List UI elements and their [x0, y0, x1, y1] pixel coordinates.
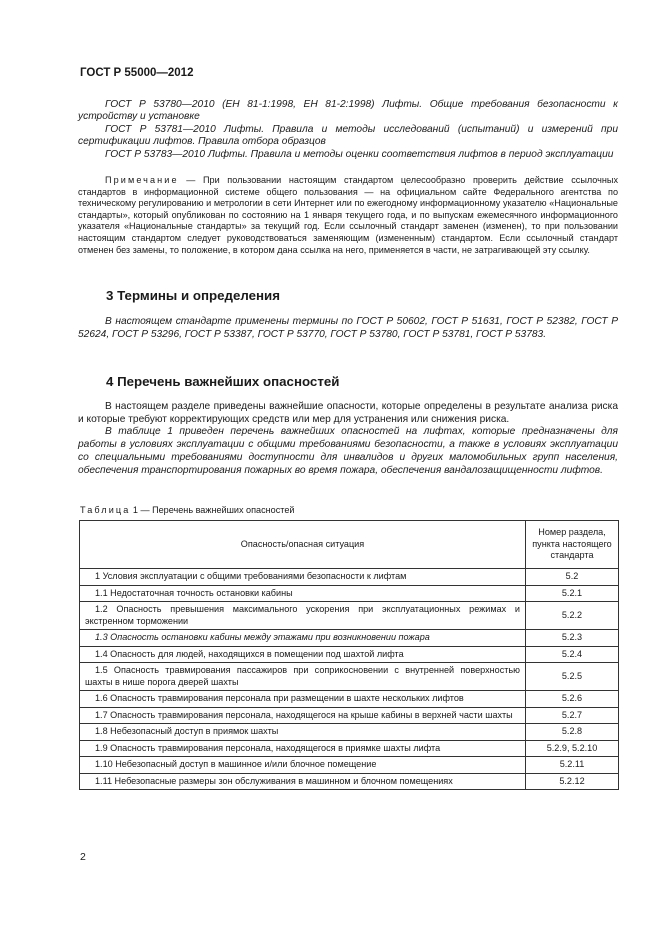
table-row: 1.6 Опасность травмирования персонала при размещении в шахте нескольких лифтов: [80, 691, 526, 708]
reference-item: ГОСТ Р 53781—2010 Лифты. Правила и методы исследований (испытаний) и измерений при сертификации лифтов. Правила отбора образцов: [78, 123, 618, 148]
table-cell-ref: 5.2.8: [526, 724, 619, 741]
table-row: 1.4 Опасность для людей, находящихся в помещении под шахтой лифта: [80, 646, 526, 663]
document-header: ГОСТ Р 55000—2012: [80, 67, 194, 79]
table-row: 1.7 Опасность травмирования персонала, находящегося на крыше кабины в верхней части шахты: [80, 707, 526, 724]
table-cell-ref: 5.2.3: [526, 630, 619, 647]
table-cell-ref: 5.2.7: [526, 707, 619, 724]
table-row: 1.1 Недостаточная точность остановки кабины: [80, 585, 526, 602]
table-row: 1.3 Опасность остановки кабины между этажами при возникновении пожара: [80, 630, 526, 647]
section-3-title: 3 Термины и определения: [106, 288, 280, 303]
table-caption-text: 1 — Перечень важнейших опасностей: [130, 505, 295, 515]
table-caption: [80, 505, 294, 515]
table-row: 1.9 Опасность травмирования персонала, находящегося в приямке шахты лифта: [80, 740, 526, 757]
table-cell-ref: 5.2.6: [526, 691, 619, 708]
section-4-body: [78, 401, 618, 477]
page-number: 2: [80, 851, 86, 863]
table-row: 1.5 Опасность травмирования пассажиров при соприкосновении с внутренней поверхностью шахты в нише порога дверей шахты: [80, 663, 526, 691]
table-cell-ref: 5.2.9, 5.2.10: [526, 740, 619, 757]
table-cell-ref: 5.2.1: [526, 585, 619, 602]
table-cell-ref: 5.2.5: [526, 663, 619, 691]
table-cell-ref: 5.2: [526, 569, 619, 586]
note-block: [78, 175, 618, 256]
section-3-text: В настоящем стандарте применены термины по ГОСТ Р 50602, ГОСТ Р 51631, ГОСТ Р 52382, ГОСТ Р 52624, ГОСТ Р 53296, ГОСТ Р 53387, ГОСТ Р 53770, ГОСТ Р 53780, ГОСТ Р 53781, ГОСТ Р 53783.: [78, 316, 618, 340]
table-row: 1 Условия эксплуатации с общими требованиями безопасности к лифтам: [80, 569, 526, 586]
table-row: 1.8 Небезопасный доступ в приямок шахты: [80, 724, 526, 741]
table-cell-ref: 5.2.12: [526, 773, 619, 790]
table-caption-label: Таблица: [80, 505, 131, 515]
reference-item: ГОСТ Р 53780—2010 (ЕН 81-1:1998, ЕН 81-2:1998) Лифты. Общие требования безопасности к устройству и установке: [78, 99, 618, 123]
section-4-para-1: В настоящем разделе приведены важнейшие опасности, которые определены в результате анализа риска и которые требуют корректирующих средств или мер для устранения или снижения риска.: [78, 401, 618, 425]
section-3-body: [78, 316, 618, 341]
hazards-table: [79, 520, 619, 790]
table-header-section: Номер раздела, пункта настоящего стандарта: [526, 521, 619, 569]
note-text: — При пользовании настоящим стандартом целесообразно проверить действие ссылочных стандартов в информационной системе общего пользования — на официальном сайте Федерального агентства по техническому регулированию и метрологии в сети Интернет или по ежегодному информационному указателю «Национальные стандарты», который опубликован по состоянию на 1 января текущего года, и по выпускам ежемесячного информационного указателя «Национальные стандарты» за текущий год. Если ссылочный стандарт заменен (изменен), то при пользовании настоящим стандартом следует руководствоваться заменяющим (измененным) стандартом. Если ссылочный стандарт отменен без замены, то положение, в котором дана ссылка на него, применяется в части, не затрагивающей эту ссылку.: [78, 175, 618, 255]
table-cell-ref: 5.2.4: [526, 646, 619, 663]
table-header-hazard: Опасность/опасная ситуация: [80, 521, 526, 569]
references-list: [78, 99, 618, 161]
section-4-title: 4 Перечень важнейших опасностей: [106, 374, 340, 389]
table-cell-ref: 5.2.2: [526, 602, 619, 630]
table-row: 1.10 Небезопасный доступ в машинное и/или блочное помещение: [80, 757, 526, 774]
table-row: 1.11 Небезопасные размеры зон обслуживания в машинном и блочном помещениях: [80, 773, 526, 790]
reference-item: ГОСТ Р 53783—2010 Лифты. Правила и методы оценки соответствия лифтов в период эксплуатации: [105, 148, 614, 160]
table-row: 1.2 Опасность превышения максимального ускорения при эксплуатационных режимах и экстренном торможении: [80, 602, 526, 630]
section-4-para-2: В таблице 1 приведен перечень важнейших опасностей на лифтах, которые предназначены для работы в условиях эксплуатации с общими требованиями безопасности, а также в условиях эксплуатации со специальными требованиями доступности для инвалидов и других маломобильных групп населения, обеспечения транспортирования пожарных во время пожара, обеспечения вандалозащищенности лифтов.: [78, 426, 618, 476]
table-cell-ref: 5.2.11: [526, 757, 619, 774]
note-label: Примечание: [105, 175, 179, 185]
